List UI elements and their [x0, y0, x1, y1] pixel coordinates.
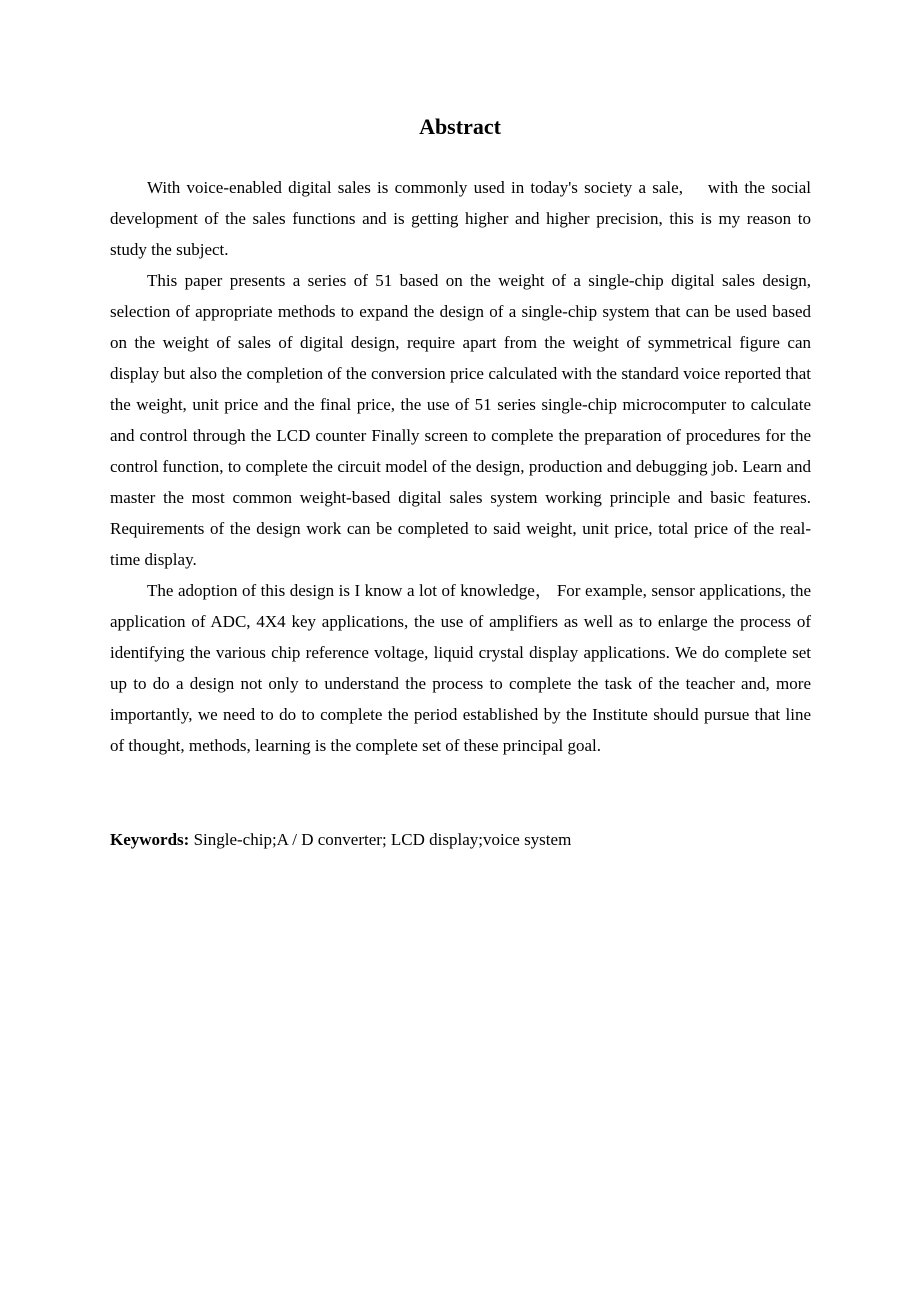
keywords-line [110, 824, 811, 855]
abstract-paragraph-3: The adoption of this design is I know a lot of knowledge， For example, sensor applications, the application of ADC, 4X4 key applications, the use of amplifiers as well as to enlarge the process of identifying the various chip reference voltage, liquid crystal display applications. We do complete set up to do a design not only to understand the process to complete the task of the teacher and, more importantly, we need to do to complete the period established by the Institute should pursue that line of thought, methods, learning is the complete set of these principal goal. [110, 581, 811, 755]
abstract-paragraph-1: With voice-enabled digital sales is commonly used in today's society a sale, with the social development of the sales functions and is getting higher and higher precision, this is my reason to study the subject. [110, 178, 811, 259]
page-title: Abstract [419, 114, 501, 139]
abstract-paragraph-2: This paper presents a series of 51 based on the weight of a single-chip digital sales design, selection of appropriate methods to expand the design of a single-chip system that can be used based on the weight of sales of digital design, require apart from the weight of symmetrical figure can display but also the completion of the conversion price calculated with the standard voice reported that the weight, unit price and the final price, the use of 51 series single-chip microcomputer to calculate and control through the LCD counter Finally screen to complete the preparation of procedures for the control function, to complete the circuit model of the design, production and debugging job. Learn and master the most common weight-based digital sales system working principle and basic features. Requirements of the design work can be completed to said weight, unit price, total price of the real-time display. [110, 271, 811, 569]
keywords-label: Keywords: [110, 830, 190, 849]
abstract-body [110, 172, 811, 761]
keywords-text: Single-chip;A / D converter; LCD display;voice system [189, 830, 572, 849]
